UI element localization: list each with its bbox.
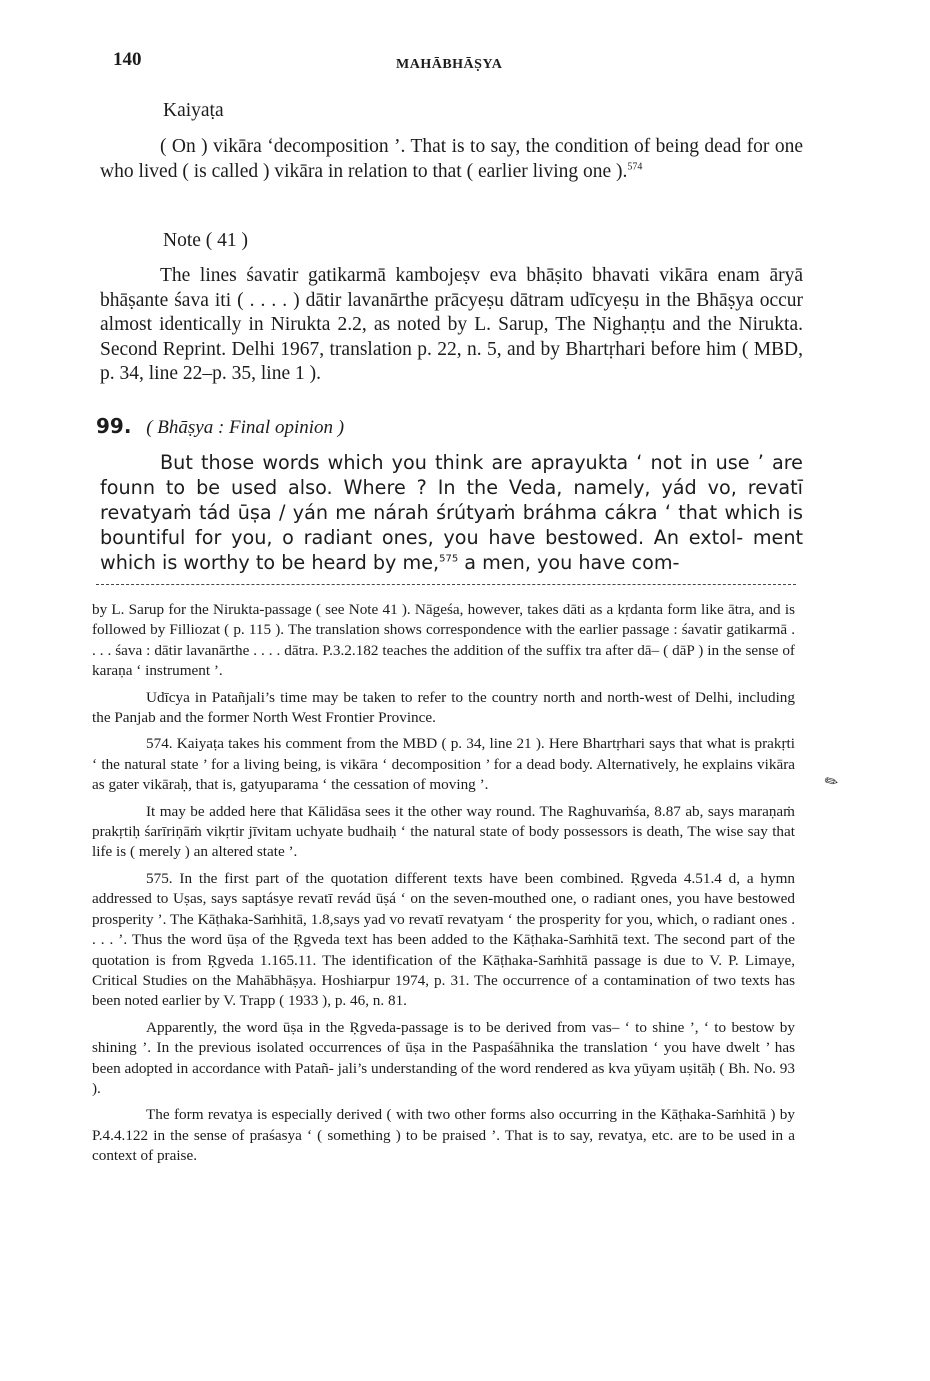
section-label: ( Bhāṣya : Final opinion ) bbox=[146, 417, 345, 438]
note-41-paragraph bbox=[100, 264, 803, 387]
footnote-574-b: It may be added here that Kālidāsa sees it the other way round. The Raghuvaṁśa, 8.87 ab, says maraṇaṁ prakṛtiḥ śarīriṇāṁ vikṛtir jīvitam uchyate budhaiḥ ‘ the natural state of body possessors is death, The wise say that life is ( merely ) an altered state ’. bbox=[92, 802, 795, 861]
section-number: 99. bbox=[96, 414, 132, 438]
section-99-text-b: a men, you have com- bbox=[458, 551, 680, 574]
footnote-ref-574: 574 bbox=[627, 161, 643, 172]
kaiyata-heading: Kaiyaṭa bbox=[163, 100, 224, 121]
running-head: MAHĀBHĀṢYA bbox=[396, 57, 503, 72]
footnote-575-c: The form revatya is especially derived ( with two other forms also occurring in the Kāṭhaka-Saṁhitā ) by P.4.4.122 in the sense of praśasya ‘ ( something ) to be praised ’. That is to say, revatya, etc. are to be used in a context of praise. bbox=[92, 1106, 795, 1165]
footnote-575-b: Apparently, the word ūṣa in the Ṛgveda-passage is to be derived from vas– ‘ to shine ’, ‘ to bestow by shining ’. In the previous isolated occurrences of ūṣa in the Paspaśāhnika the translation ‘ you have dwelt ’ has been adopted in accordance with Patañ- jali’s understanding of the word rendered as kva yūyam uṣitāḥ ( Bh. No. 93 ). bbox=[92, 1018, 795, 1097]
kaiyata-text: ( On ) vikāra ‘decomposition ’. That is to say, the condition of being dead for one who lived ( is called ) vikāra in relation to that ( earlier living one ). bbox=[100, 136, 803, 182]
section-99-heading bbox=[96, 414, 344, 439]
footnotes bbox=[92, 600, 795, 1173]
footnote-ref-575: 575 bbox=[439, 553, 459, 565]
kaiyata-paragraph bbox=[100, 135, 803, 184]
section-99-paragraph bbox=[100, 450, 803, 575]
margin-pencil-mark: ✎ bbox=[821, 771, 843, 794]
section-99-text-a: But those words which you think are aprayukta ‘ not in use ’ are founn to be used also. Where ? In the Veda, namely, yád vo, revatī revatyaṁ tád ūṣa / yán me nárah śrútyaṁ bráhma cákra ‘ that which is bountiful for you, o radiant ones, you have bestowed. An extol- ment which is worthy to be heard by me, bbox=[100, 451, 803, 574]
footnote-574-a: 574. Kaiyaṭa takes his comment from the MBD ( p. 34, line 21 ). Here Bhartṛhari says that what is prakṛti ‘ the natural state ’ for a living being, is vikāra ‘ decomposition ’ for a dead body. Alternatively, he explains vikāra as gater vikāraḥ, that is, gatyuparama ‘ the cessation of moving ’. bbox=[92, 735, 795, 794]
footnote-575-a: 575. In the first part of the quotation different texts have been combined. Ṛgveda 4.51.4 d, a hymn addressed to Uṣas, says saptásye revatī revád ūṣá ‘ on the seven-mouthed one, o radiant ones, you have bestowed prosperity ’. The Kāṭhaka-Saṁhitā, 1.8,says yad vo revatī revatyam ‘ the prosperity for you, which, o radiant ones . . . . ’. Thus the word ūṣa of the Ṛgveda text has been added to the Kāṭhaka-Saṁhitā text. The second part of the quotation is from Ṛgveda 1.165.11. The identification of the Kāṭhaka-Saṁhitā passage is due to V. P. Limaye, Critical Studies on the Mahābhāṣya. Hoshiarpur 1974, p. 31. The occurrence of a contamination of two texts has been noted earlier by V. Trapp ( 1933 ), p. 46, n. 81. bbox=[92, 869, 795, 1010]
footnote-separator bbox=[96, 584, 796, 585]
footnote-continued-1: by L. Sarup for the Nirukta-passage ( see Note 41 ). Nāgeśa, however, takes dāti as a kṛdanta form like ātra, and is followed by Filliozat ( p. 115 ). The translation shows correspondence with the earlier passage : śavatir gatikarmā . . . . śava : dātir lavanārthe . . . . dātra. P.3.2.182 teaches the addition of the suffix tra after dā– ( dāP ) in the sense of karaṇa ‘ instrument ’. bbox=[92, 601, 795, 680]
page-number: 140 bbox=[113, 49, 142, 70]
note-41-text: The lines śavatir gatikarmā kambojeṣv eva bhāṣito bhavati vikāra enam āryā bhāṣante śava iti ( . . . . ) dātir lavanārthe prācyeṣu dātram udīcyeṣu in the Bhāṣya occur almost identically in Nirukta 2.2, as noted by L. Sarup, The Nighaṇṭu and the Nirukta. Second Reprint. Delhi 1967, translation p. 22, n. 5, and by Bhartṛhari before him ( MBD, p. 34, line 22–p. 35, line 1 ). bbox=[100, 265, 803, 384]
footnote-continued-2: Udīcya in Patañjali’s time may be taken to refer to the country north and north-west of Delhi, including the Panjab and the former North West Frontier Province. bbox=[92, 688, 795, 727]
note-41-heading: Note ( 41 ) bbox=[163, 230, 249, 251]
